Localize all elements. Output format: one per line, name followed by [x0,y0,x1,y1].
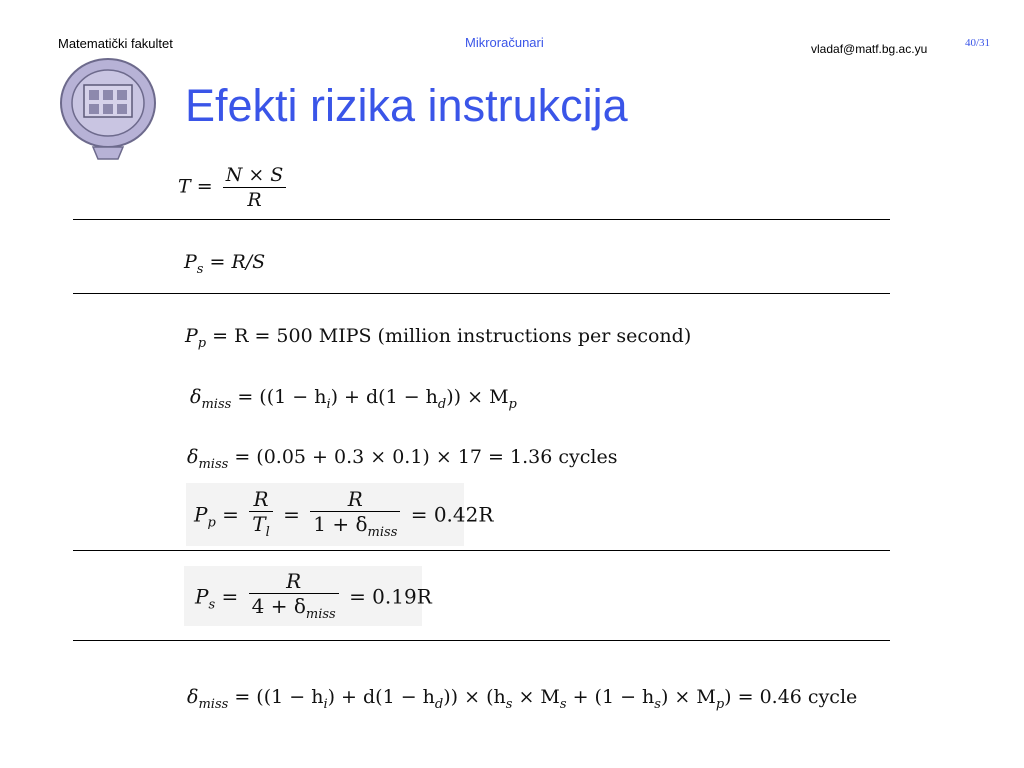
eq4-sub-i: i [326,396,331,412]
eq4-sub: miss [201,396,232,412]
eq1-fraction [223,163,287,212]
eq4-part2: ) + d(1 − h [330,386,438,408]
eq8-result: ) = 0.46 cycle [724,686,858,708]
eq2-lhs: P [184,251,197,273]
eq1-denominator: R [247,189,262,211]
eq2-rhs: = R/S [203,251,266,273]
eq8-sub-s1: s [505,696,513,712]
eq6-lhs-sub: p [207,515,216,531]
equation-delta-miss-l2 [187,686,857,712]
eq6-f1-den-sub: l [265,525,270,540]
eq8-sub-p: p [715,696,725,712]
divider-1 [73,219,890,220]
university-seal-icon [58,55,158,165]
eq3-sub: p [197,335,207,351]
eq3-lhs: P [185,325,198,347]
eq4-sub-p: p [508,396,517,412]
eq2-sub: s [196,261,204,277]
eq7-lhs-sub: s [208,597,216,613]
eq7-den-sub: miss [305,607,336,622]
eq6-fraction-2 [310,487,400,545]
eq6-f2-num: R [347,487,363,511]
eq1-lhs: T = [178,175,213,198]
eq7-equals: = [221,584,239,609]
equation-ps [184,251,265,277]
eq8-part-b: = ((1 − h [228,686,324,708]
header-email: vladaf@matf.bg.ac.yu [811,42,928,56]
eq8-part-f: + (1 − h [566,686,655,708]
eq5-lhs: δ [187,446,199,468]
eq8-lhs-sub: miss [198,696,229,712]
divider-2 [73,293,890,294]
equation-pp-mips [185,325,691,351]
eq8-part-e: × M [512,686,560,708]
eq5-rhs: = (0.05 + 0.3 × 0.1) × 17 = 1.36 cycles [228,446,618,468]
eq6-f1-num: R [253,487,269,511]
equation-delta-miss-value [187,446,617,472]
eq7-den: 4 + δ [251,594,306,618]
equation-pp-ratio [194,487,493,545]
eq4-lhs: δ [190,386,202,408]
eq5-sub: miss [198,456,229,472]
eq6-f1-den: T [252,512,266,536]
divider-3 [73,550,890,551]
eq6-f2-den-sub: miss [367,525,398,540]
eq6-result: = 0.42R [410,502,494,527]
eq8-sub-i: i [323,696,328,712]
eq6-equals-1: = [222,502,239,527]
eq3-rhs: = R = 500 MIPS (million instructions per second) [206,325,692,347]
eq6-equals-2: = [283,502,300,527]
eq1-numerator: N × S [225,164,284,186]
eq4-part1: = ((1 − h [231,386,327,408]
eq7-result: = 0.19R [349,584,432,609]
eq8-sub-s3: s [654,696,661,712]
eq8-sub-s2: s [559,696,567,712]
divider-4 [73,640,890,641]
eq8-part-g: ) × M [660,686,716,708]
eq7-fraction [249,569,339,627]
eq4-sub-d: d [437,396,447,412]
eq8-part-d: )) × (h [443,686,506,708]
eq4-part3: )) × M [446,386,509,408]
header-course: Mikroračunari [465,35,544,50]
eq8-sub-d: d [434,696,444,712]
eq6-lhs: P [194,502,208,527]
eq6-f2-den: 1 + δ [313,512,368,536]
equation-ps-ratio [195,569,432,627]
equation-throughput [178,163,290,212]
header-faculty: Matematički fakultet [58,36,173,51]
eq6-fraction-1 [249,487,273,545]
eq7-lhs: P [195,584,209,609]
eq8-lhs: δ [187,686,199,708]
eq8-part-c: ) + d(1 − h [327,686,435,708]
eq7-num: R [286,569,302,593]
equation-delta-miss [190,386,517,412]
slide-title: Efekti rizika instrukcija [185,80,628,131]
page-number: 40/31 [965,37,991,49]
